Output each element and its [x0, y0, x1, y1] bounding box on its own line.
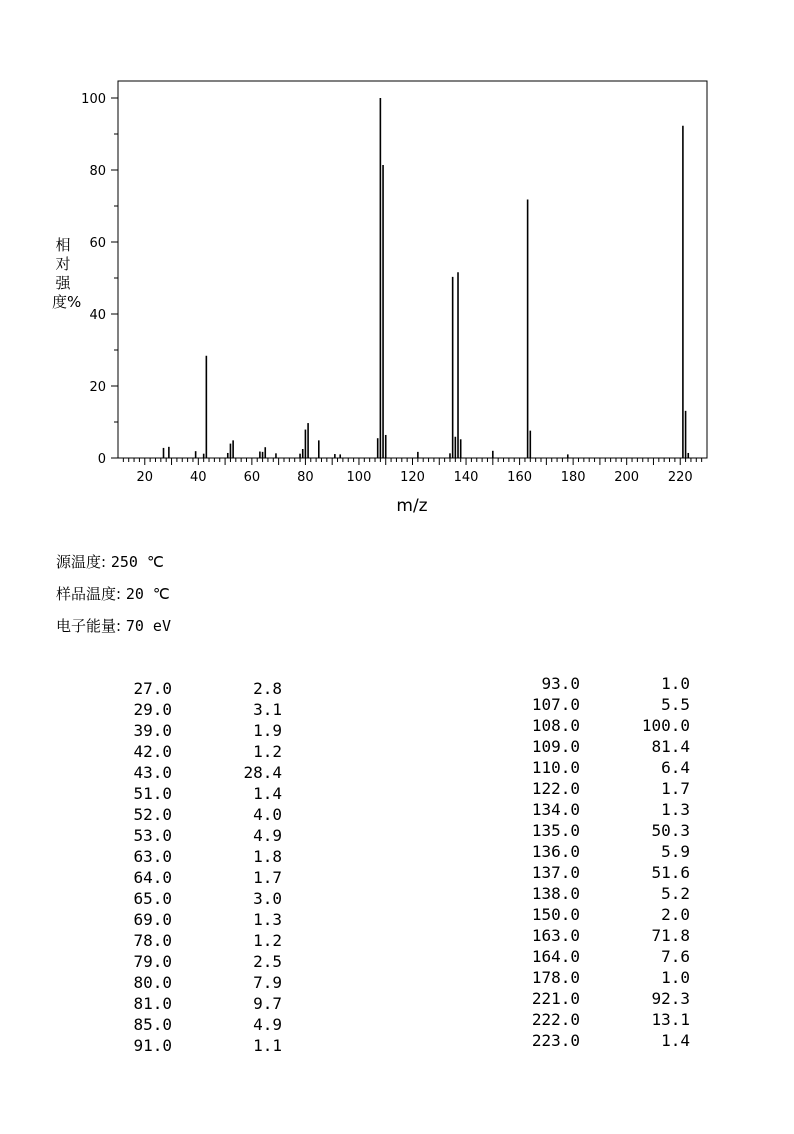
condition-value: 250 ℃	[110, 553, 164, 571]
mz-value: 134.0	[531, 800, 580, 819]
abundance-value: 3.1	[253, 700, 282, 719]
table-row	[508, 862, 690, 883]
abundance-value: 2.5	[253, 952, 282, 971]
mz-value: 63.0	[133, 847, 172, 866]
table-row	[508, 715, 690, 736]
mz-value: 42.0	[133, 742, 172, 761]
table-row	[100, 909, 282, 930]
mz-value: 65.0	[133, 889, 172, 908]
x-tick-label: 220	[667, 470, 693, 485]
x-tick-label: 120	[400, 470, 425, 485]
abundance-value: 4.9	[253, 1015, 282, 1034]
mz-value: 53.0	[133, 826, 172, 845]
mz-value: 135.0	[531, 821, 580, 840]
table-row	[508, 820, 690, 841]
mz-value: 29.0	[133, 700, 172, 719]
table-row	[100, 867, 282, 888]
mz-value: 93.0	[541, 674, 580, 693]
mz-value: 51.0	[133, 784, 172, 803]
mz-value: 108.0	[531, 716, 580, 735]
abundance-value: 4.9	[253, 826, 282, 845]
table-row	[508, 757, 690, 778]
mz-value: 81.0	[133, 994, 172, 1013]
table-row	[508, 736, 690, 757]
abundance-value: 50.3	[651, 821, 690, 840]
table-row	[508, 1030, 690, 1051]
table-row	[508, 673, 690, 694]
abundance-value: 3.0	[253, 889, 282, 908]
abundance-value: 1.7	[661, 779, 690, 798]
mz-value: 27.0	[133, 679, 172, 698]
table-row	[508, 988, 690, 1009]
mz-value: 137.0	[531, 863, 580, 882]
abundance-value: 7.6	[661, 947, 690, 966]
abundance-value: 1.3	[661, 800, 690, 819]
table-row	[508, 799, 690, 820]
mz-value: 79.0	[133, 952, 172, 971]
abundance-value: 1.1	[253, 1036, 282, 1055]
abundance-value: 1.0	[661, 968, 690, 987]
abundance-value: 5.5	[661, 695, 690, 714]
mz-value: 110.0	[531, 758, 580, 777]
abundance-value: 5.2	[661, 884, 690, 903]
table-row	[508, 1009, 690, 1030]
x-tick-label: 40	[190, 470, 207, 485]
table-row	[508, 904, 690, 925]
condition-label: 样品温度:	[56, 585, 126, 603]
x-tick-label: 100	[346, 470, 372, 485]
y-tick-label: 80	[89, 164, 106, 179]
abundance-value: 1.2	[253, 742, 282, 761]
table-row	[508, 841, 690, 862]
abundance-value: 4.0	[253, 805, 282, 824]
mz-value: 109.0	[531, 737, 580, 756]
condition-line	[56, 615, 171, 636]
table-row	[508, 694, 690, 715]
x-tick-label: 180	[560, 470, 586, 485]
table-row	[100, 825, 282, 846]
table-row	[508, 883, 690, 904]
abundance-value: 2.0	[661, 905, 690, 924]
table-row	[100, 804, 282, 825]
mz-value: 222.0	[531, 1010, 580, 1029]
x-tick-label: 140	[453, 470, 479, 485]
mz-value: 91.0	[133, 1036, 172, 1055]
y-tick-label: 40	[89, 308, 106, 323]
abundance-value: 13.1	[651, 1010, 690, 1029]
abundance-value: 1.7	[253, 868, 282, 887]
mz-value: 52.0	[133, 805, 172, 824]
abundance-value: 100.0	[641, 716, 690, 735]
abundance-value: 9.7	[253, 994, 282, 1013]
y-tick-label: 60	[89, 236, 106, 251]
table-row	[100, 993, 282, 1014]
y-tick-label: 20	[89, 380, 106, 395]
table-row	[100, 720, 282, 741]
y-tick-label: 0	[97, 452, 106, 467]
table-row	[100, 678, 282, 699]
table-row	[100, 1035, 282, 1056]
table-row	[508, 946, 690, 967]
y-axis-title: 相对强度%	[52, 236, 82, 311]
x-tick-label: 160	[507, 470, 533, 485]
y-tick-label: 100	[81, 92, 106, 107]
mz-value: 150.0	[531, 905, 580, 924]
mz-value: 80.0	[133, 973, 172, 992]
mz-value: 223.0	[531, 1031, 580, 1050]
peak-table-right	[508, 673, 690, 1051]
mz-value: 136.0	[531, 842, 580, 861]
abundance-value: 1.4	[661, 1031, 690, 1050]
peak-table-left	[100, 678, 282, 1056]
mz-value: 64.0	[133, 868, 172, 887]
condition-label: 源温度:	[56, 553, 111, 571]
condition-line	[56, 551, 164, 572]
table-row	[100, 741, 282, 762]
abundance-value: 2.8	[253, 679, 282, 698]
abundance-value: 7.9	[253, 973, 282, 992]
mz-value: 221.0	[531, 989, 580, 1008]
mz-value: 43.0	[133, 763, 172, 782]
table-row	[100, 783, 282, 804]
mz-value: 78.0	[133, 931, 172, 950]
abundance-value: 92.3	[651, 989, 690, 1008]
table-row	[100, 1014, 282, 1035]
abundance-value: 6.4	[661, 758, 690, 777]
mz-value: 69.0	[133, 910, 172, 929]
abundance-value: 81.4	[651, 737, 690, 756]
table-row	[100, 699, 282, 720]
abundance-value: 1.4	[253, 784, 282, 803]
condition-line	[56, 583, 170, 604]
abundance-value: 1.8	[253, 847, 282, 866]
abundance-value: 1.9	[253, 721, 282, 740]
abundance-value: 5.9	[661, 842, 690, 861]
abundance-value: 1.2	[253, 931, 282, 950]
table-row	[508, 778, 690, 799]
table-row	[100, 846, 282, 867]
x-tick-label: 80	[297, 470, 314, 485]
mz-value: 39.0	[133, 721, 172, 740]
x-tick-label: 20	[136, 470, 154, 485]
mz-value: 85.0	[133, 1015, 172, 1034]
mz-value: 178.0	[531, 968, 580, 987]
x-tick-label: 200	[614, 470, 640, 485]
abundance-value: 28.4	[243, 763, 282, 782]
x-tick-label: 60	[243, 470, 261, 485]
table-row	[100, 951, 282, 972]
condition-value: 70 eV	[125, 617, 171, 635]
abundance-value: 51.6	[651, 863, 690, 882]
mass-spectrum-chart	[0, 0, 794, 530]
abundance-value: 71.8	[651, 926, 690, 945]
mz-value: 163.0	[531, 926, 580, 945]
mz-value: 107.0	[531, 695, 580, 714]
table-row	[100, 972, 282, 993]
mz-value: 122.0	[531, 779, 580, 798]
mz-value: 164.0	[531, 947, 580, 966]
table-row	[508, 925, 690, 946]
mz-value: 138.0	[531, 884, 580, 903]
table-row	[100, 930, 282, 951]
abundance-value: 1.3	[253, 910, 282, 929]
table-row	[508, 967, 690, 988]
condition-value: 20 ℃	[125, 585, 170, 603]
condition-label: 电子能量:	[56, 617, 126, 635]
table-row	[100, 888, 282, 909]
table-row	[100, 762, 282, 783]
abundance-value: 1.0	[661, 674, 690, 693]
x-axis-title: m/z	[396, 496, 428, 516]
